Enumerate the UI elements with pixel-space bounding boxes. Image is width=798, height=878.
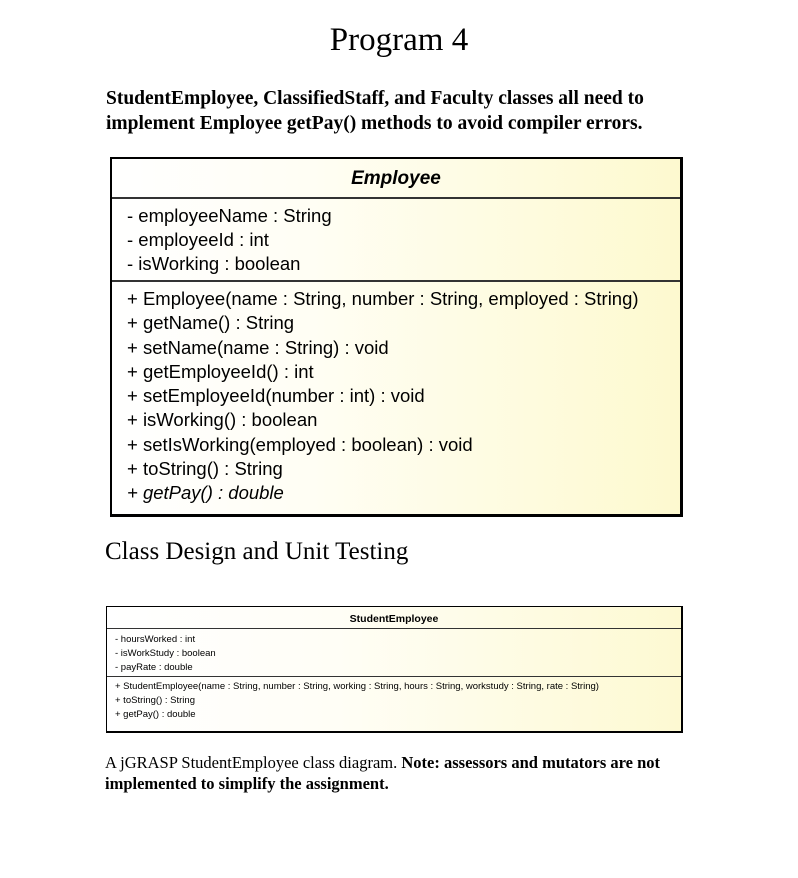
attribute-row: - isWorking : boolean xyxy=(127,253,301,274)
student-employee-class-diagram xyxy=(106,606,683,733)
section-heading: Class Design and Unit Testing xyxy=(105,538,409,565)
operation-row: + setName(name : String) : void xyxy=(127,336,389,358)
employee-attributes xyxy=(112,199,680,282)
operation-row: + getName() : String xyxy=(127,312,295,334)
employee-class-diagram xyxy=(110,157,683,517)
intro-paragraph: StudentEmployee, ClassifiedStaff, and Faculty classes all need to implement Employee getPay() methods to avoid compiler errors. xyxy=(106,88,644,134)
operation-row: + getEmployeeId() : int xyxy=(127,360,314,382)
student-employee-attributes xyxy=(107,629,681,677)
operation-row: + setEmployeeId(number : int) : void xyxy=(127,385,425,407)
student-employee-operations xyxy=(107,677,681,722)
operation-row: + getPay() : double xyxy=(115,709,196,720)
employee-class-name: Employee xyxy=(112,159,680,199)
operation-row: + toString() : String xyxy=(115,695,195,706)
student-employee-class-name: StudentEmployee xyxy=(107,607,681,629)
caption-text: A jGRASP StudentEmployee class diagram. xyxy=(105,753,402,772)
page-title: Program 4 xyxy=(329,22,469,58)
operation-row: + setIsWorking(employed : boolean) : void xyxy=(127,433,473,455)
attribute-row: - hoursWorked : int xyxy=(115,634,196,645)
attribute-row: - employeeName : String xyxy=(127,205,332,226)
attribute-row: - payRate : double xyxy=(115,662,193,673)
employee-operations xyxy=(112,282,680,506)
operation-row: + Employee(name : String, number : String, employed : String) xyxy=(127,288,639,309)
operation-row: + isWorking() : boolean xyxy=(127,409,318,431)
abstract-operation-row: + getPay() : double xyxy=(127,482,284,504)
diagram-caption xyxy=(105,752,725,794)
attribute-row: - employeeId : int xyxy=(127,229,269,250)
operation-row: + toString() : String xyxy=(127,458,283,480)
caption-note: Note: assessors and mutators are not implemented to simplify the assignment. xyxy=(105,753,661,793)
attribute-row: - isWorkStudy : boolean xyxy=(115,648,216,659)
operation-row: + StudentEmployee(name : String, number : String, working : String, hours : String, workstudy : String, rate : String) xyxy=(115,681,599,692)
